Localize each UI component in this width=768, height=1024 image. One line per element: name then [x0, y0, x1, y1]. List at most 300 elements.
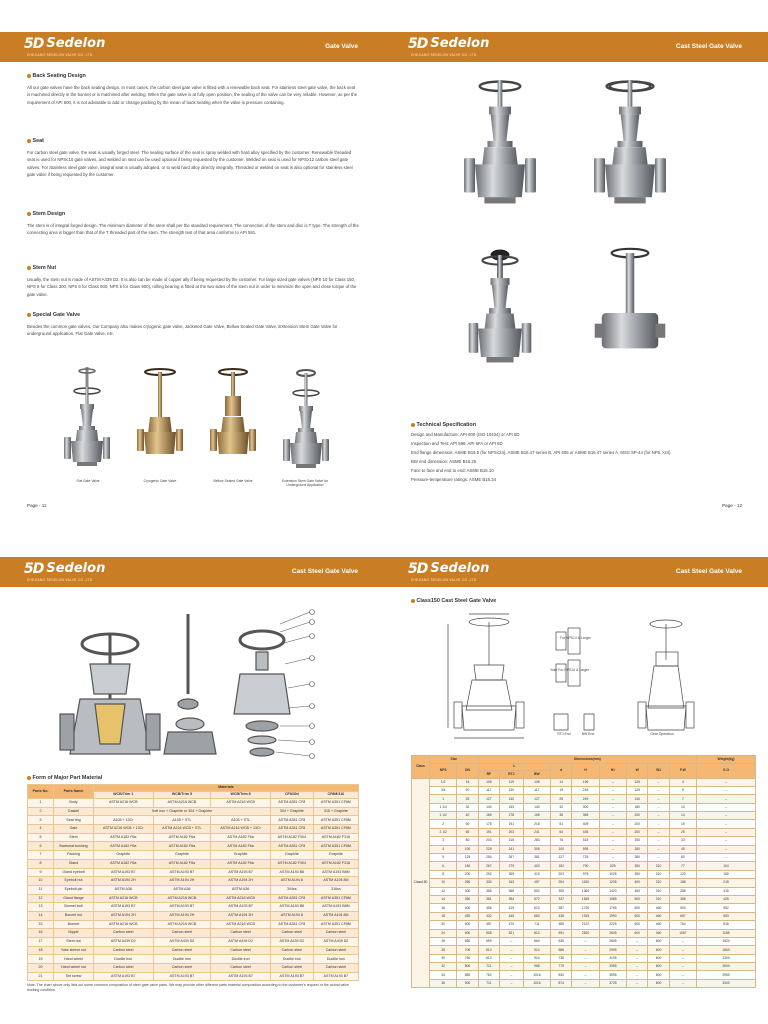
- table-cell: –: [572, 937, 599, 945]
- table-row: [28, 911, 359, 920]
- table-cell: 77: [669, 862, 696, 870]
- table-cell: ASTM A182 F316: [313, 859, 358, 868]
- table-cell: 196: [572, 778, 599, 786]
- section-class150: [411, 597, 743, 605]
- drawing-label: For NPS14 & Larger: [560, 636, 591, 640]
- table-cell: 635: [551, 937, 572, 945]
- table-cell: 180: [627, 803, 648, 811]
- table-cell: –: [648, 828, 669, 836]
- table-cell: Ductile iron: [313, 955, 358, 964]
- table-cell: 521: [500, 929, 524, 937]
- table-cell: Nipple: [54, 929, 94, 938]
- table-row: [412, 845, 756, 853]
- section-text: For carbon steel gate valve, the seat is usually forged steel. The sealing surface of the seat is spray welded with hard alloy specified by the customer. Renewable threaded seat is used for NPS≤10 gate valves, and welded on seat can be used optional if being requested by the customer. Welded on seat is used for NPS≥12 carbon steel gate valves. For Stainless steel gate valve, integral seat is usually adopted, or to weld hard alloy directly integrally. Threaded or welded on seat is also optional for stainless steel gate valve if being requested by the customer.: [27, 150, 353, 177]
- table-cell: Carbon steel: [211, 964, 271, 973]
- bullet-dot-icon: [411, 423, 415, 427]
- table-cell: 25: [669, 828, 696, 836]
- table-cell: 191: [478, 828, 499, 836]
- table-cell: 36: [430, 979, 457, 987]
- brand-mark-icon: 5D: [24, 560, 44, 577]
- table-cell: 3595: [599, 971, 626, 979]
- table-cell: –: [627, 963, 648, 971]
- table-cell: Ductile iron: [94, 955, 154, 964]
- table-cell: 117: [478, 786, 499, 794]
- table-cell: 200: [457, 870, 478, 878]
- section-heading: Special Gate Valve: [32, 312, 81, 318]
- table-cell: Gland flange: [54, 894, 94, 903]
- table-cell: Graphite: [211, 851, 271, 860]
- table-cell: 365: [572, 812, 599, 820]
- header-class: Class: [412, 756, 430, 779]
- table-cell: 127: [478, 795, 499, 803]
- table-row: [412, 946, 756, 954]
- table-cell: 16: [430, 904, 457, 912]
- table-cell: 432: [478, 912, 499, 920]
- table-cell: 850: [457, 971, 478, 979]
- section-technical-specification: [411, 421, 743, 485]
- table-cell: 600: [627, 921, 648, 929]
- table-cell: –: [500, 954, 524, 962]
- table-row: [28, 972, 359, 981]
- table-cell: Carbon steel: [94, 946, 154, 955]
- table-cell: 460: [648, 904, 669, 912]
- table-cell: 6: [28, 842, 54, 851]
- table-cell: 600: [648, 963, 669, 971]
- table-cell: 108: [523, 778, 550, 786]
- table-cell: 2605: [599, 929, 626, 937]
- table-cell: A105 + STL: [153, 816, 211, 825]
- table-cell: 216: [523, 820, 550, 828]
- table-cell: 419: [500, 904, 524, 912]
- table-cell: ASTM A194 2H: [94, 877, 154, 886]
- table-cell: Carbon steel: [313, 946, 358, 955]
- table-cell: Eyebolt pin: [54, 885, 94, 894]
- table-cell: 19: [669, 820, 696, 828]
- table-cell: ASTM A216 WCB: [211, 894, 271, 903]
- table-cell: 2: [430, 820, 457, 828]
- table-row: [28, 877, 359, 886]
- caption-extension-stem-gate-valve: Extension Stem Gate Valve for Underground Application: [281, 479, 329, 487]
- dimension-drawing: [444, 610, 744, 745]
- table-cell: A105 + STL: [211, 816, 271, 825]
- table-cell: 1360: [572, 887, 599, 895]
- table-cell: 4: [28, 825, 54, 834]
- table-cell: 280: [627, 845, 648, 853]
- table-row: [412, 954, 756, 962]
- table-cell: 460: [648, 921, 669, 929]
- page-number: Page - 11: [27, 503, 47, 508]
- table-cell: 657: [669, 912, 696, 920]
- table-cell: 653: [697, 912, 756, 920]
- cryogenic-gate-valve-image: [135, 364, 185, 474]
- table-cell: 1185: [697, 929, 756, 937]
- table-row: [412, 921, 756, 929]
- table-cell: 104: [697, 862, 756, 870]
- table-cell: ASTM A351 CF8M: [313, 920, 358, 929]
- table-cell: –: [648, 803, 669, 811]
- table-cell: –: [697, 845, 756, 853]
- table-cell: Carbon steel: [211, 946, 271, 955]
- table-cell: 350: [627, 870, 648, 878]
- table-cell: 250: [457, 879, 478, 887]
- table-cell: 123: [669, 870, 696, 878]
- table-cell: 280: [627, 854, 648, 862]
- table-cell: –: [648, 786, 669, 794]
- table-cell: ASTM A182 F304: [270, 833, 313, 842]
- table-cell: ASTM A182 F6a: [94, 859, 154, 868]
- table-cell: –: [697, 778, 756, 786]
- table-cell: –: [500, 979, 524, 987]
- table-cell: 1: [430, 795, 457, 803]
- table-cell: 14: [551, 778, 572, 786]
- table-cell: ASTM A193 B7: [153, 972, 211, 981]
- table-cell: 600: [627, 912, 648, 920]
- table-cell: 500: [627, 895, 648, 903]
- table-cell: ASTM A36: [211, 885, 271, 894]
- table-cell: –: [599, 803, 626, 811]
- table-cell: 8: [430, 870, 457, 878]
- table-cell: 310: [648, 887, 669, 895]
- table-cell: 2600: [697, 963, 756, 971]
- table-cell: Graphite: [270, 851, 313, 860]
- table-cell: 292: [478, 870, 499, 878]
- table-row: [412, 887, 756, 895]
- table-cell: 1: [28, 799, 54, 808]
- table-cell: –: [697, 828, 756, 836]
- table-cell: Carbon steel: [313, 929, 358, 938]
- table-cell: 18: [430, 912, 457, 920]
- section-heading: Class150 Cast Steel Gate Valve: [416, 598, 497, 604]
- table-cell: ASTM A216 WCB: [94, 920, 154, 929]
- table-cell: 725: [572, 854, 599, 862]
- table-cell: 9: [28, 868, 54, 877]
- table-row: [28, 946, 359, 955]
- table-cell: 3: [28, 816, 54, 825]
- table-cell: ASTM A216 WCB + STL: [153, 825, 211, 834]
- drawing-label: Gear Operation: [650, 732, 674, 736]
- table-cell: ASTM A193 B8: [270, 868, 313, 877]
- table-cell: 188: [669, 879, 696, 887]
- table-cell: 1205: [599, 879, 626, 887]
- table-cell: 409: [572, 820, 599, 828]
- table-cell: 30: [430, 954, 457, 962]
- table-cell: –: [627, 946, 648, 954]
- table-cell: 10: [430, 879, 457, 887]
- brand-name: Sedelon: [430, 561, 490, 577]
- table-row: [412, 803, 756, 811]
- table-cell: ASTM A439 D2: [211, 938, 271, 947]
- table-cell: 305: [523, 845, 550, 853]
- table-cell: 249: [572, 795, 599, 803]
- table-cell: Bonnet nut: [54, 911, 94, 920]
- bullet-dot-icon: [27, 266, 31, 270]
- table-cell: 600: [648, 954, 669, 962]
- table-cell: 700: [457, 946, 478, 954]
- table-cell: 1016: [523, 971, 550, 979]
- table-cell: –: [627, 954, 648, 962]
- table-row: [28, 938, 359, 947]
- table-cell: 304 + Graphite: [270, 807, 313, 816]
- table-cell: 825: [599, 862, 626, 870]
- table-cell: Soft iron + Graphite or 304 + Graphite: [94, 807, 271, 816]
- table-cell: –: [697, 803, 756, 811]
- table-cell: 559: [478, 937, 499, 945]
- table-cell: –: [572, 954, 599, 962]
- table-cell: ASTM A194 8M: [313, 911, 358, 920]
- table-cell: 3395: [599, 963, 626, 971]
- table-cell: Carbon steel: [211, 929, 271, 938]
- table-cell: ASTM A194 2H: [211, 911, 271, 920]
- brand-mark-icon: 5D: [408, 560, 428, 577]
- table-cell: 17: [28, 938, 54, 947]
- table-cell: 4: [669, 778, 696, 786]
- bullet-dot-icon: [27, 139, 31, 143]
- bullet-dot-icon: [27, 313, 31, 317]
- table-cell: ASTM A182 F6a: [211, 859, 271, 868]
- table-cell: ASTM A36: [94, 885, 154, 894]
- table-cell: –: [627, 937, 648, 945]
- table-cell: 203: [551, 870, 572, 878]
- table-cell: 6: [430, 862, 457, 870]
- table-cell: 316ss: [313, 885, 358, 894]
- table-cell: Body: [54, 799, 94, 808]
- table-cell: –: [599, 828, 626, 836]
- brand-logo: [408, 36, 489, 52]
- table-cell: 7: [28, 851, 54, 860]
- brand-mark-icon: 5D: [408, 35, 428, 52]
- table-cell: Carbon steel: [94, 929, 154, 938]
- table-cell: 45: [669, 845, 696, 853]
- table-row: [28, 859, 359, 868]
- table-cell: –: [648, 854, 669, 862]
- table-cell: Stem nut: [54, 938, 94, 947]
- table-cell: 1150: [572, 879, 599, 887]
- table-cell: A105 + 13Cr: [94, 816, 154, 825]
- table-cell: 12: [28, 894, 54, 903]
- table-cell: 762: [478, 971, 499, 979]
- header-bw: BW: [523, 771, 550, 779]
- section-text: The stem is of integral forged design. The minimum diameter of the stem shall per the standard requirement. The connection of the stem and disc is T type. The strength of the connecting area is bigger than that of the T threaded part of the stem. The strength test of that area conforms to API 591.: [27, 223, 359, 236]
- table-cell: 3725: [599, 979, 626, 987]
- table-cell: ASTM A182 F316: [313, 833, 358, 842]
- table-cell: 3/4: [430, 786, 457, 794]
- table-cell: 140: [478, 803, 499, 811]
- table-cell: 300: [457, 887, 478, 895]
- table-cell: 650: [457, 937, 478, 945]
- dimension-table: [411, 755, 756, 988]
- table-cell: ASTM A439 D2: [94, 938, 154, 947]
- header-l: L: [478, 763, 550, 771]
- table-cell: 600: [457, 929, 478, 937]
- table-cell: 965: [523, 963, 550, 971]
- table-cell: Hand wheel: [54, 955, 94, 964]
- table-row: [28, 903, 359, 912]
- table-cell: –: [599, 820, 626, 828]
- table-cell: –: [697, 795, 756, 803]
- brand-subtitle: ZHEJIANG SEDELON VALVE CO.,LTD.: [411, 53, 478, 57]
- table-cell: –: [669, 937, 696, 945]
- table-cell: ASTM A439 D2: [153, 938, 211, 947]
- table-cell: –: [500, 946, 524, 954]
- table-cell: ASTM A193 B7: [211, 903, 271, 912]
- header-grade: CF8/304: [270, 792, 313, 799]
- table-cell: ASTM A193 B7: [94, 868, 154, 877]
- spec-line: Pressure-temperature ratings: ASME B16.34: [411, 476, 497, 482]
- table-cell: 1730: [572, 904, 599, 912]
- caption-flat-gate-valve: Flat Gate Valve: [76, 479, 100, 483]
- table-cell: 3195: [599, 954, 626, 962]
- table-cell: 32: [430, 963, 457, 971]
- table-row: [412, 912, 756, 920]
- table-cell: 686: [551, 946, 572, 954]
- spec-line: Inspection and Test: API 598, API 6FA or API 6D: [411, 441, 503, 447]
- table-cell: –: [599, 786, 626, 794]
- table-row: [412, 812, 756, 820]
- table-row: [412, 895, 756, 903]
- table-row: [28, 842, 359, 851]
- table-cell: 50: [457, 820, 478, 828]
- table-cell: 330: [478, 879, 499, 887]
- table-cell: Carbon steel: [153, 929, 211, 938]
- page-header: [384, 557, 768, 587]
- table-cell: 130: [500, 786, 524, 794]
- table-cell: 711: [523, 921, 550, 929]
- table-cell: 368: [500, 887, 524, 895]
- table-cell: ASTM A351 CF8: [270, 799, 313, 808]
- table-cell: 343: [500, 879, 524, 887]
- table-cell: ASTM A182 F6a: [94, 833, 154, 842]
- table-cell: 305: [551, 887, 572, 895]
- section-stem-nut: [27, 264, 359, 298]
- table-cell: 10: [669, 803, 696, 811]
- table-cell: 1016: [523, 979, 550, 987]
- table-cell: 76: [551, 837, 572, 845]
- table-cell: ASTM A194 2H: [94, 911, 154, 920]
- bullet-dot-icon: [27, 212, 31, 216]
- table-cell: 100: [457, 845, 478, 853]
- header-dimensions: Dimensions(mm): [478, 756, 696, 764]
- table-cell: 419: [523, 870, 550, 878]
- table-cell: ASTM A194 8: [270, 877, 313, 886]
- section-text: All our gate valves have the back seating design. In most cases, the carbon steel gate valve is fitted with a renewable back seat. For stainless steel gate valve, the back seat is machined directly in the bonnet or is machined after welding. When the gate valve is at fully open position, the sealing of the valve can be very reliable. However, as per the requirement of API 600, it is not advisable to add or change packing by the mean of back seating when the valve is pressure containing.: [27, 85, 358, 105]
- table-row: [28, 885, 359, 894]
- table-cell: 16: [28, 929, 54, 938]
- table-cell: 975: [572, 870, 599, 878]
- table-cell: 1585: [599, 895, 626, 903]
- table-row: [412, 979, 756, 987]
- section-stem-design: [27, 210, 359, 237]
- table-cell: 2995: [599, 946, 626, 954]
- table-cell: 5: [430, 854, 457, 862]
- table-cell: –: [500, 971, 524, 979]
- table-cell: 489: [551, 921, 572, 929]
- table-cell: 1067: [669, 929, 696, 937]
- table-cell: ASTM A439 D2: [270, 938, 313, 947]
- table-cell: 450: [627, 887, 648, 895]
- table-cell: 711: [478, 979, 499, 987]
- table-cell: 60: [669, 854, 696, 862]
- table-cell: 508: [478, 929, 499, 937]
- table-cell: 200: [627, 820, 648, 828]
- table-cell: Carbon steel: [94, 964, 154, 973]
- bellow-sealed-gate-valve-image: [208, 364, 258, 474]
- table-cell: 119: [500, 778, 524, 786]
- table-cell: 33: [669, 837, 696, 845]
- table-cell: 1545: [572, 895, 599, 903]
- table-cell: Carbon steel: [270, 929, 313, 938]
- table-cell: –: [669, 954, 696, 962]
- table-cell: –: [648, 845, 669, 853]
- table-cell: ASTM A193 B7: [211, 868, 271, 877]
- table-row: [28, 807, 359, 816]
- table-cell: 1915: [572, 912, 599, 920]
- table-cell: ASTM A351 CF8M: [313, 799, 358, 808]
- table-cell: 254: [551, 879, 572, 887]
- table-cell: 610: [523, 904, 550, 912]
- section-heading: Seat: [32, 138, 44, 144]
- table-row: [28, 964, 359, 973]
- table-cell: ASTM A351 CF8: [270, 825, 313, 834]
- table-cell: 200: [627, 812, 648, 820]
- table-cell: 1420: [599, 887, 626, 895]
- table-cell: 20: [457, 786, 478, 794]
- spec-line: Face to face and end to end: ASME B16.10: [411, 467, 494, 473]
- table-row: [28, 929, 359, 938]
- table-cell: 150: [457, 862, 478, 870]
- section-seat: [27, 137, 359, 178]
- table-cell: 32: [551, 803, 572, 811]
- table-cell: Backseat bushing: [54, 842, 94, 851]
- table-cell: Carbon steel: [270, 964, 313, 973]
- table-cell: –: [669, 946, 696, 954]
- table-cell: 165: [523, 812, 550, 820]
- table-cell: ASTM A216 WCB: [94, 894, 154, 903]
- table-row: [28, 851, 359, 860]
- table-cell: 26: [430, 937, 457, 945]
- table-cell: Hand wheel nut: [54, 964, 94, 973]
- table-cell: ASTM A193 B7: [153, 868, 211, 877]
- bullet-dot-icon: [411, 599, 415, 603]
- table-cell: 425: [697, 895, 756, 903]
- table-cell: 15: [28, 920, 54, 929]
- table-cell: –: [648, 778, 669, 786]
- table-cell: ASTM A193 B7: [94, 972, 154, 981]
- table-cell: ASTM A182 F6a: [211, 842, 271, 851]
- table-row: [28, 825, 359, 834]
- table-cell: 1990: [599, 912, 626, 920]
- table-cell: ASTM A182 F6a: [153, 842, 211, 851]
- table-row: [412, 795, 756, 803]
- table-cell: 435: [572, 828, 599, 836]
- table-row: [412, 862, 756, 870]
- table-row: [412, 937, 756, 945]
- table-cell: 140: [523, 803, 550, 811]
- table-cell: ASTM A351 CF8: [270, 894, 313, 903]
- brand-logo: [24, 561, 105, 577]
- table-cell: 610: [478, 946, 499, 954]
- table-cell: 14: [669, 812, 696, 820]
- table-cell: 125: [457, 854, 478, 862]
- table-cell: Stem: [54, 833, 94, 842]
- table-cell: 5: [669, 786, 696, 794]
- table-cell: Ductile iron: [270, 955, 313, 964]
- table-cell: Gasket: [54, 807, 94, 816]
- table-cell: –: [572, 971, 599, 979]
- header-nps: NPS: [430, 763, 457, 778]
- table-cell: 1 1/2: [430, 812, 457, 820]
- table-cell: 830: [551, 971, 572, 979]
- table-cell: ASTM A182 F6a: [211, 833, 271, 842]
